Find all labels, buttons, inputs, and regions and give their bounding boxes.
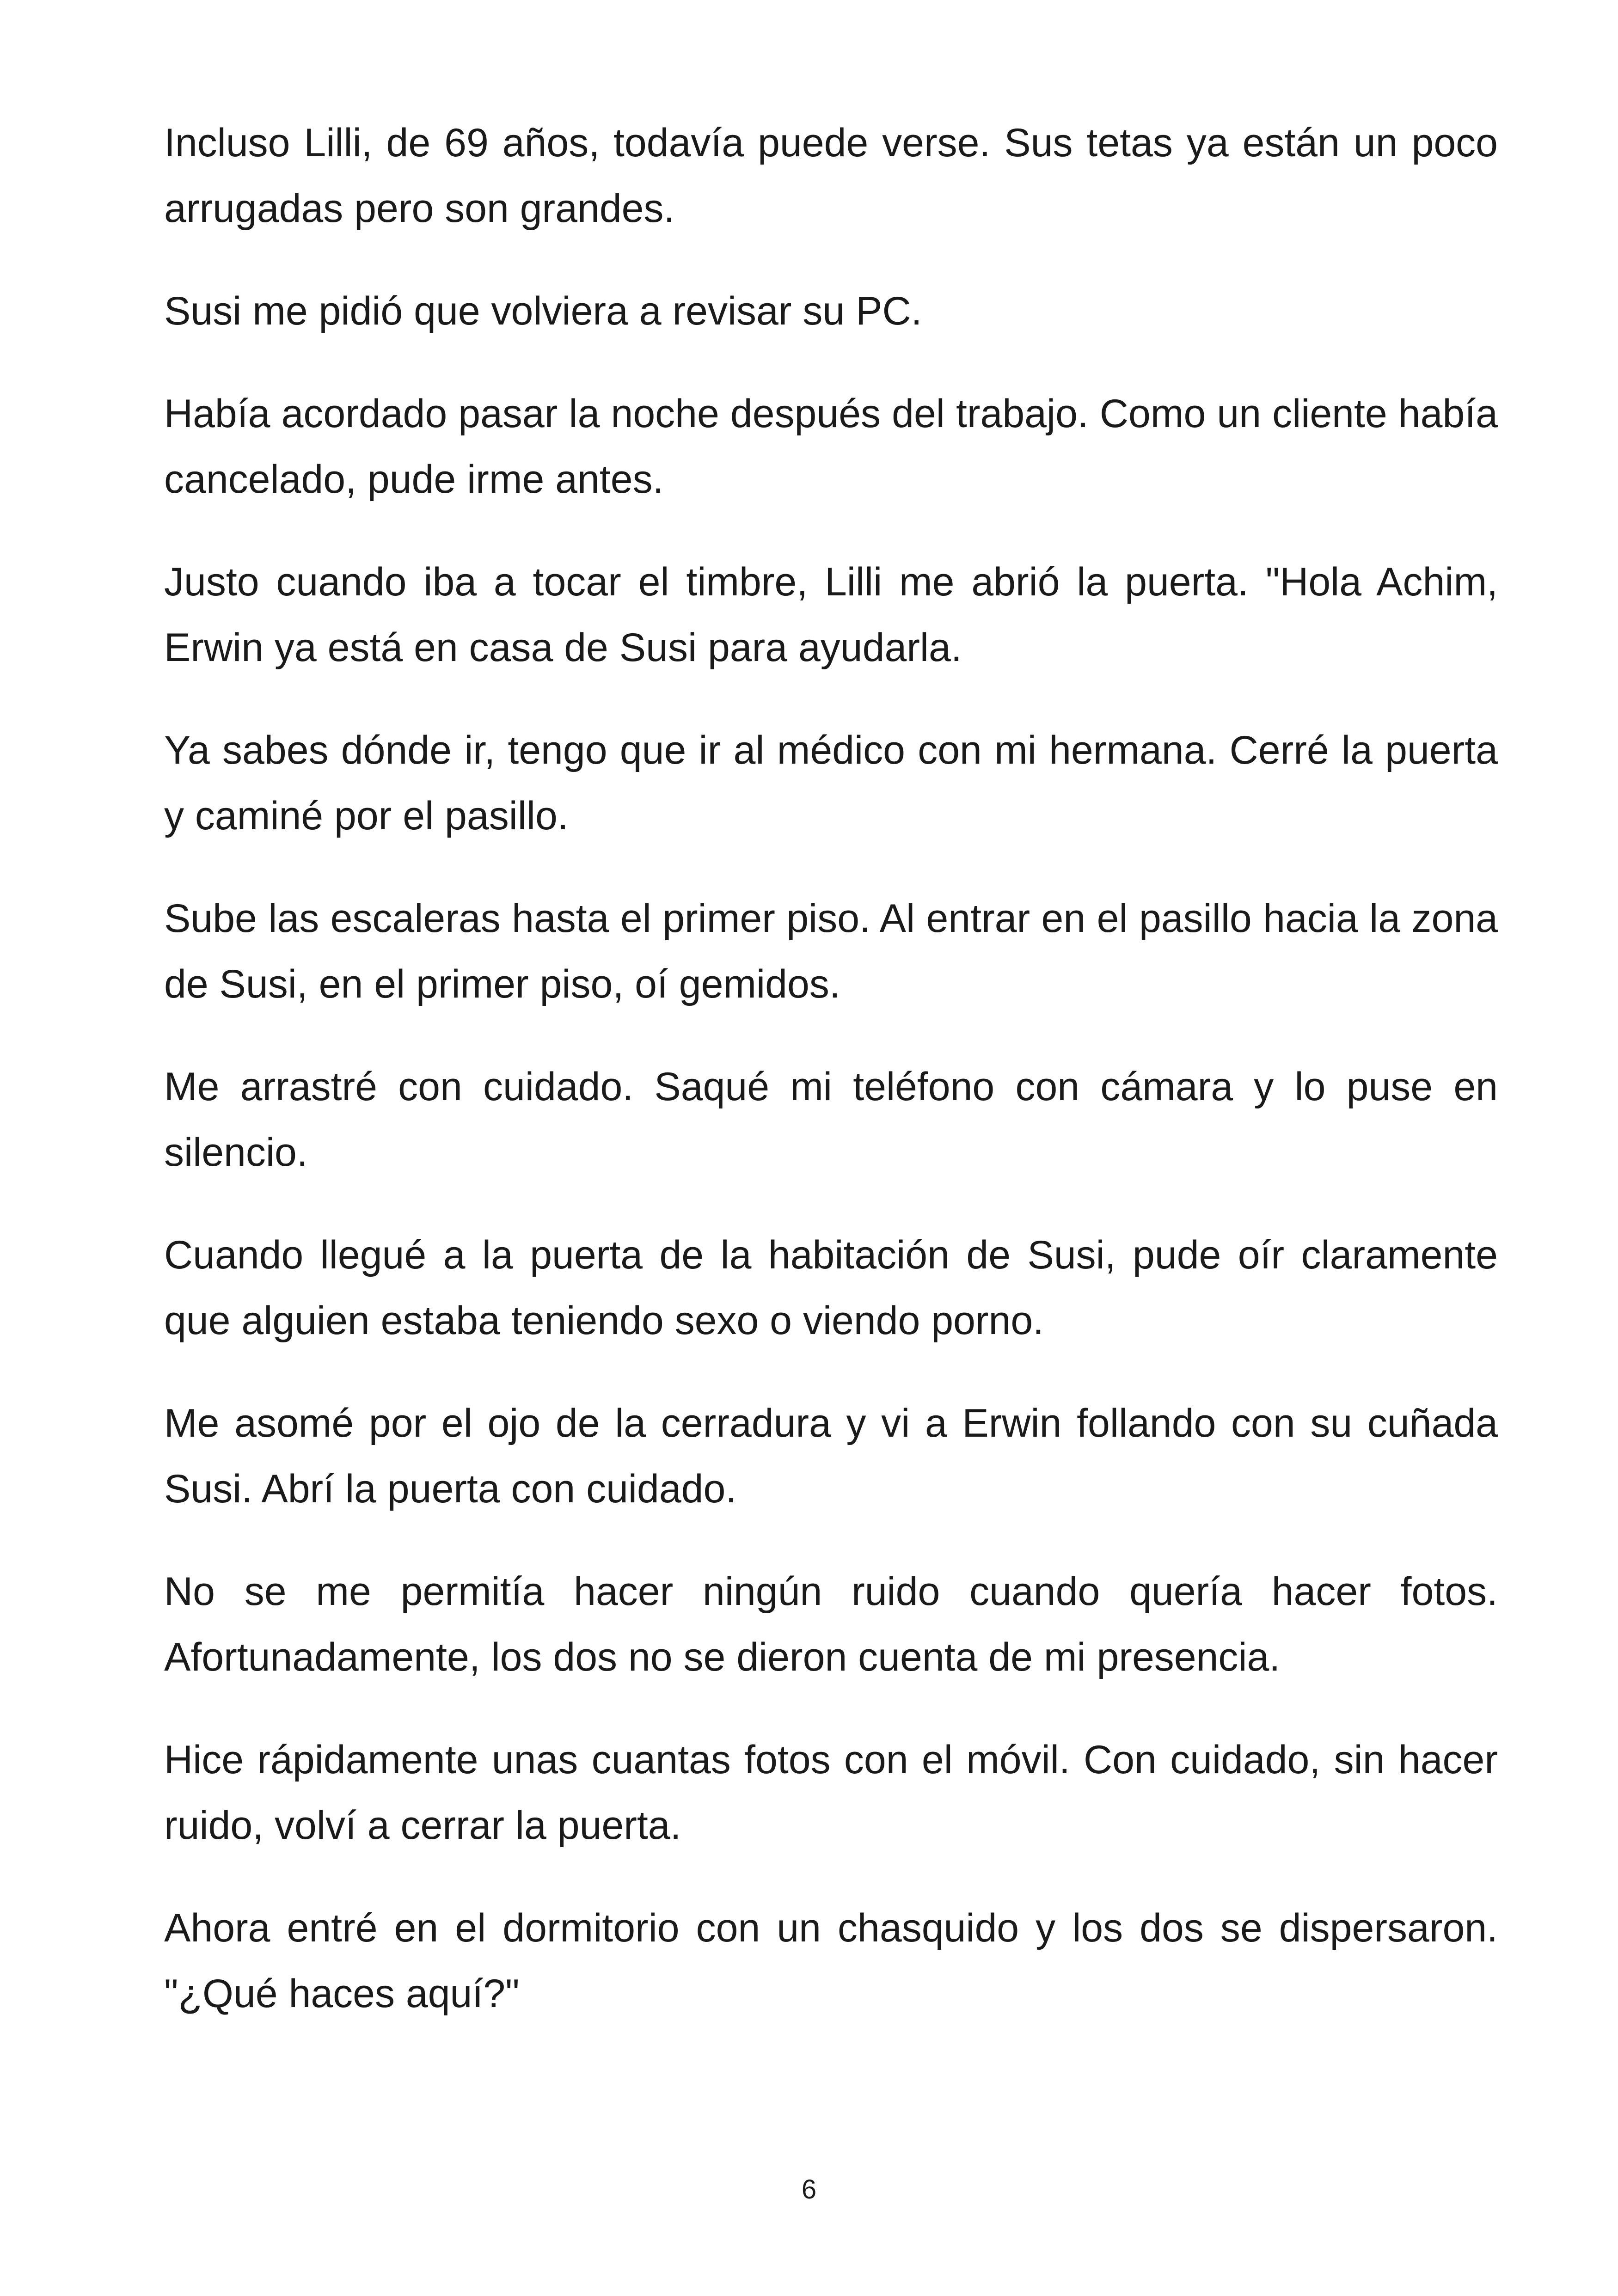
paragraph-4: Justo cuando iba a tocar el timbre, Lilli me abrió la puerta. "Hola Achim, Erwin ya está en casa de Susi para ayudarla. [164, 560, 1498, 670]
paragraph-7: Me arrastré con cuidado. Saqué mi teléfono con cámara y lo puse en silencio. [164, 1065, 1498, 1175]
body-text [164, 110, 1498, 2063]
paragraph-11: Hice rápidamente unas cuantas fotos con el móvil. Con cuidado, sin hacer ruido, volví a cerrar la puerta. [164, 1738, 1498, 1848]
paragraph-5: Ya sabes dónde ir, tengo que ir al médico con mi hermana. Cerré la puerta y caminé por el pasillo. [164, 728, 1498, 838]
page-number: 6 [801, 2174, 817, 2204]
paragraph-12: Ahora entré en el dormitorio con un chasquido y los dos se dispersaron. "¿Qué haces aquí?" [164, 1906, 1498, 2016]
paragraph-9: Me asomé por el ojo de la cerradura y vi a Erwin follando con su cuñada Susi. Abrí la puerta con cuidado. [164, 1401, 1498, 1511]
paragraph-6: Sube las escaleras hasta el primer piso. Al entrar en el pasillo hacia la zona de Susi, en el primer piso, oí gemidos. [164, 896, 1498, 1006]
paragraph-3: Había acordado pasar la noche después del trabajo. Como un cliente había cancelado, pude irme antes. [164, 392, 1498, 502]
paragraph-8: Cuando llegué a la puerta de la habitación de Susi, pude oír claramente que alguien estaba teniendo sexo o viendo porno. [164, 1233, 1498, 1343]
paragraph-10: No se me permitía hacer ningún ruido cuando quería hacer fotos. Afortunadamente, los dos no se dieron cuenta de mi presencia. [164, 1569, 1498, 1679]
paragraph-2: Susi me pidió que volviera a revisar su PC. [164, 289, 922, 333]
paragraph-1: Incluso Lilli, de 69 años, todavía puede verse. Sus tetas ya están un poco arrugadas pero son grandes. [164, 121, 1498, 231]
